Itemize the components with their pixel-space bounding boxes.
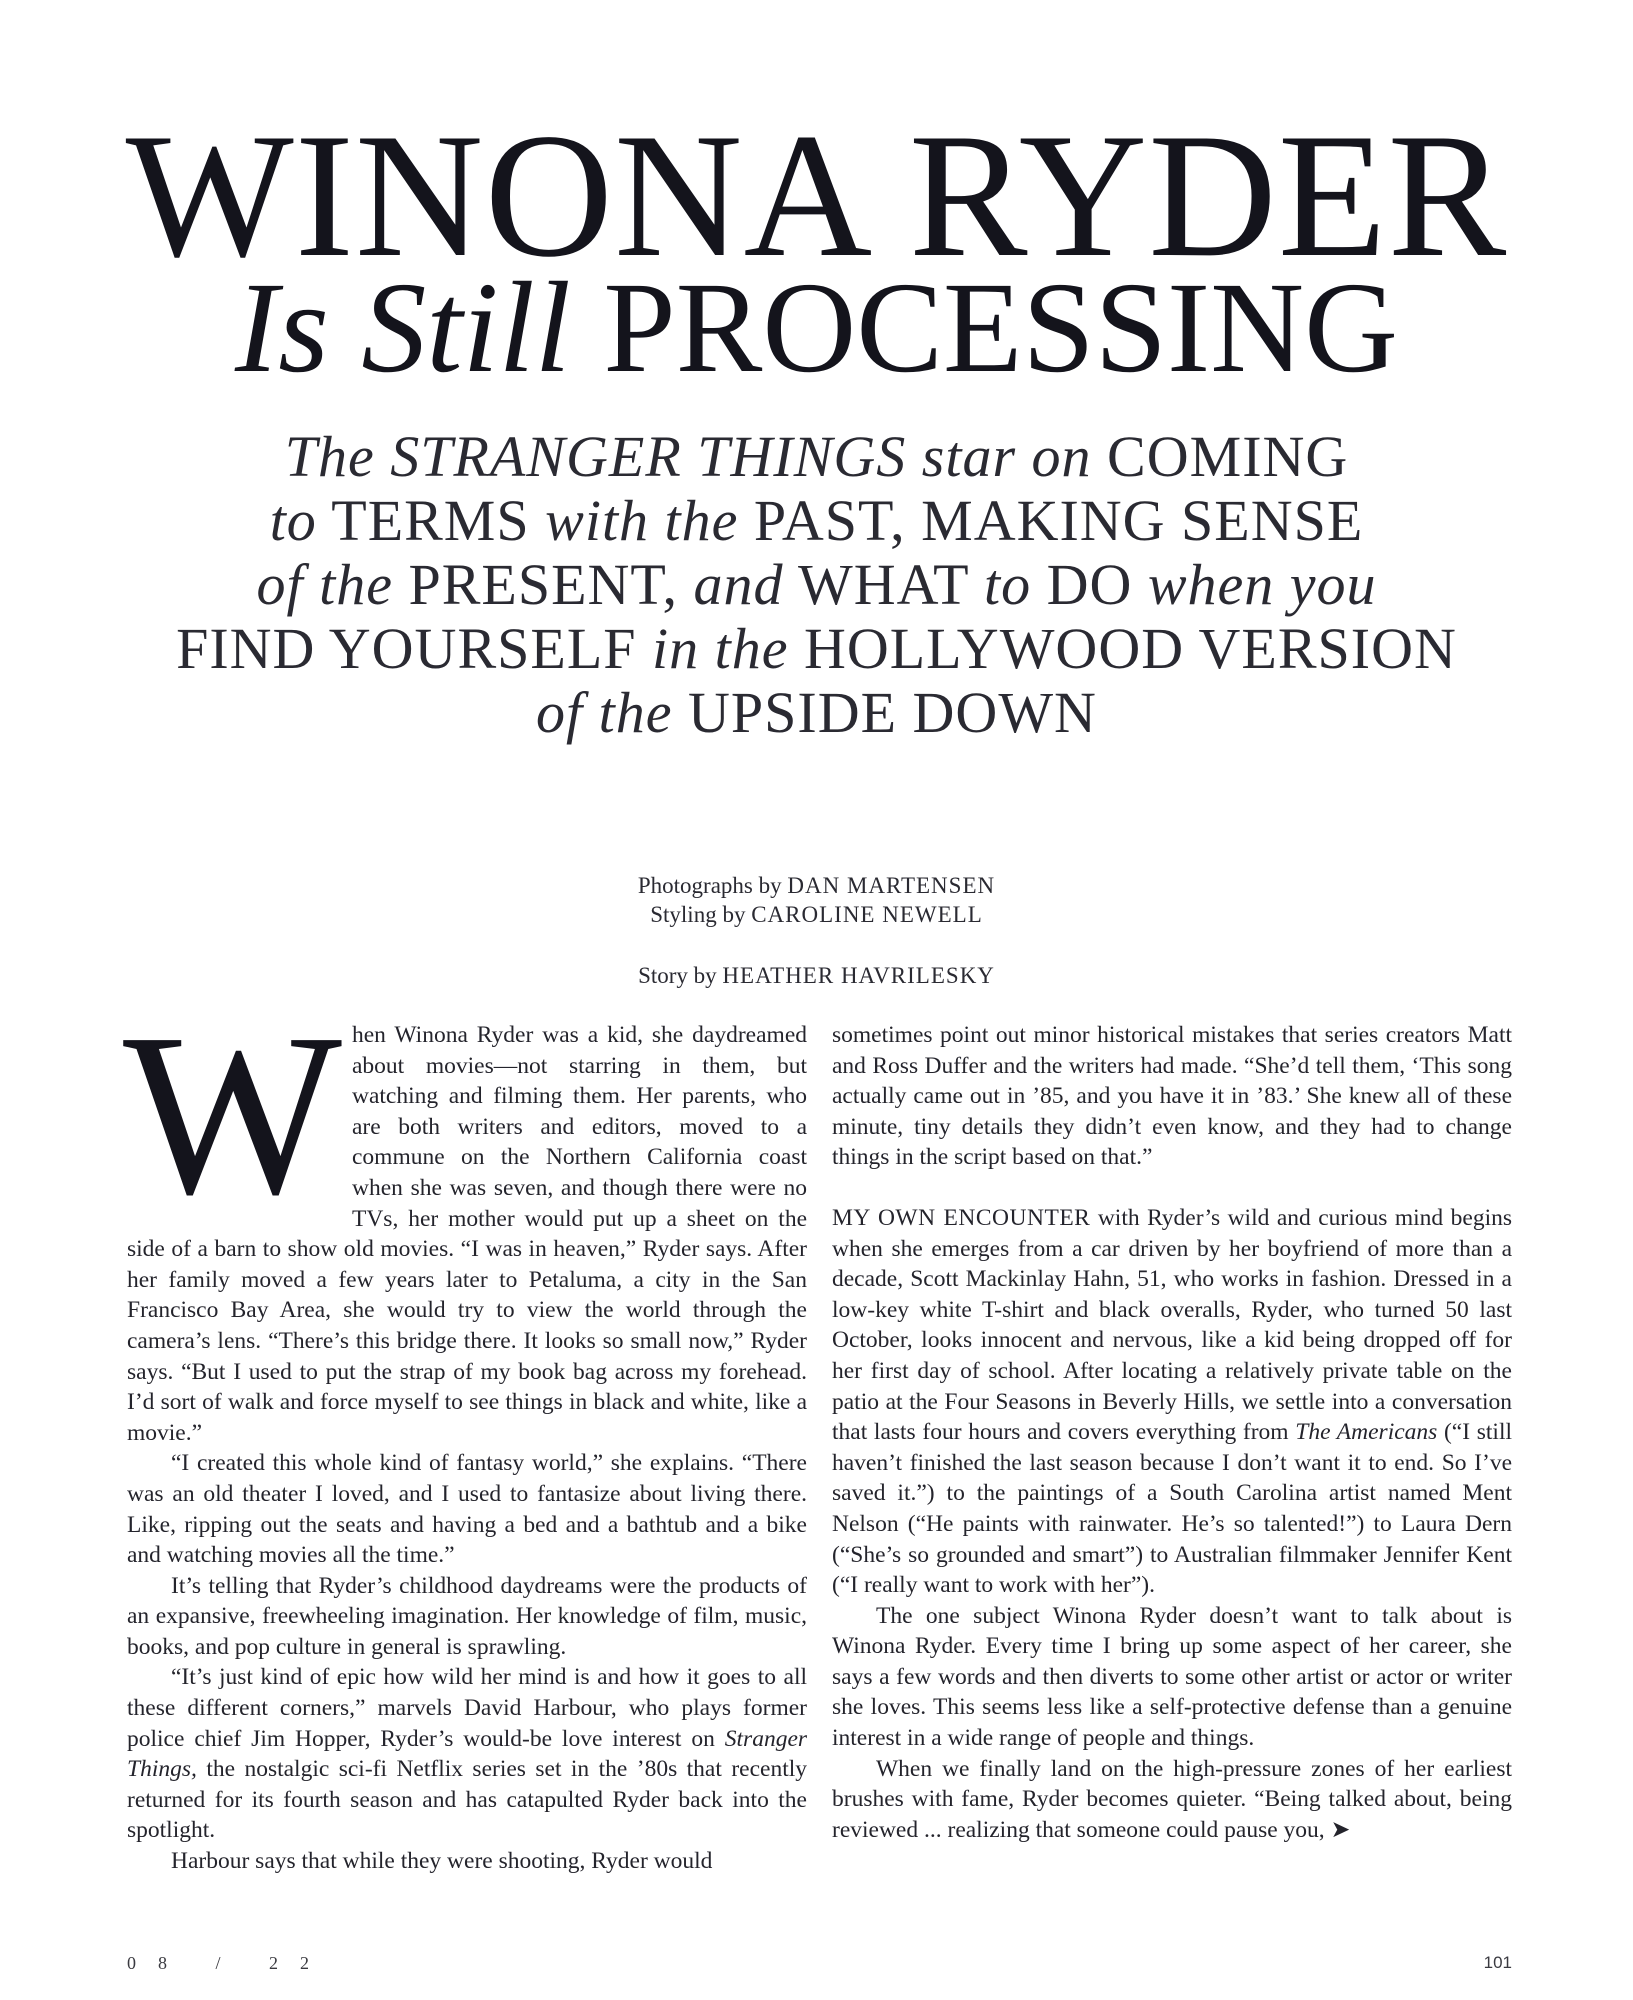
headline-caps-part: PROCESSING <box>603 256 1399 400</box>
subhead-fragment: TERMS <box>331 488 530 553</box>
article-paragraph <box>127 1662 807 1846</box>
subhead-fragment: The <box>284 424 375 489</box>
section-lead-in: MY OWN ENCOUNTER <box>832 1204 1091 1231</box>
story-credit-label: Story by <box>638 963 717 988</box>
subhead-fragment: and <box>693 552 784 617</box>
subhead-fragment: UPSIDE DOWN <box>688 680 1097 745</box>
paragraph-text: (“I still haven’t finished the last season because I don’t want it to end. So I’ve saved it.”) to the paintings of a South Carolina artist named Ment Nelson (“He paints with rainwater. He’s so talented!”) to Laura Dern (“She’s so grounded and smart”) to Australian filmmaker Jennifer Kent (“I really want to work with her”). <box>832 1419 1513 1599</box>
subheadline <box>150 425 1483 745</box>
subhead-fragment: FIND YOURSELF <box>176 616 637 681</box>
article-paragraph <box>832 1203 1512 1601</box>
subhead-fragment: to <box>983 552 1032 617</box>
article-paragraph <box>123 986 807 1448</box>
show-title: Stranger Things, <box>127 1725 808 1783</box>
paragraph-text: When we finally land on the high-pressure zones of her earliest brushes with fame, Ryder becomes quieter. “Being talked about, being reviewed ... realizing that someone could pause you, <box>832 1755 1512 1843</box>
subhead-fragment: to <box>269 488 317 553</box>
photographer-name: DAN MARTENSEN <box>787 873 996 898</box>
drop-cap: W <box>123 986 342 1243</box>
article-column-left <box>123 986 808 1877</box>
paragraph-text: the nostalgic sci-fi Netflix series set in the ’80s that recently returned for its fourth season and has catapulted Ryder back into the spotlight. <box>127 1756 808 1844</box>
styling-credit <box>0 902 1633 928</box>
continue-arrow-icon: ➤ <box>1330 1816 1351 1843</box>
subhead-fragment: WHAT <box>797 552 969 617</box>
headline-italic-part: Is Still <box>234 256 571 400</box>
article-paragraph: sometimes point out minor historical mistakes that series creators Matt and Ross Duffer and the writers had made. “She’d tell them, ‘This song actually came out in ’85, and you have it in ’83.’ She knew all of these minute, tiny details they didn’t even know, and they had to change things in the script based on that.” <box>832 1022 1512 1171</box>
photo-credit-label: Photographs by <box>637 873 782 898</box>
styling-credit-label: Styling by <box>650 902 746 927</box>
subhead-fragment: DO <box>1046 552 1133 617</box>
subhead-fragment: COMING <box>1107 424 1349 489</box>
article-paragraph: “I created this whole kind of fantasy world,” she explains. “There was an old theater I loved, and I used to fantasize about living there. Like, ripping out the seats and having a bed and a bathtub and a bike and watching movies all the time.” <box>127 1450 807 1569</box>
stylist-name: CAROLINE NEWELL <box>751 902 983 927</box>
headline-line-1: WINONA RYDER <box>125 96 1508 294</box>
subhead-fragment: of the <box>256 552 393 617</box>
subhead-fragment: STRANGER THINGS <box>390 424 907 489</box>
subhead-fragment: in the <box>652 616 789 681</box>
subhead-fragment: with the <box>545 488 739 553</box>
article-column-right <box>832 1020 1512 1845</box>
article-paragraph <box>832 1754 1512 1846</box>
subhead-fragment: star on <box>921 424 1092 489</box>
paragraph-text: hen Winona Ryder was a kid, she daydreamed about movies—not starring in them, but watching and filming them. Her parents, who are both writers and editors, moved to a commune on the Northern California coast when she was seven, and though there were no TVs, her mother would put up a sheet on the side of a barn to show old movies. “I was in heaven,” Ryder says. After her family moved a few years later to Petaluma, a city in the San Francisco Bay Area, she would try to view the world through the camera’s lens. “There’s this bridge there. It looks so small now,” Ryder says. “But I used to put the strap of my book bag across my forehead. I’d sort of walk and force myself to see things in black and white, like a movie.” <box>127 1022 807 1446</box>
article-paragraph: The one subject Winona Ryder doesn’t want to talk about is Winona Ryder. Every time I bring up some aspect of her career, she says a few words and then diverts to some other artist or actor or writer she loves. This seems less like a self-protective defense than a genuine interest in a wide range of people and things. <box>832 1602 1512 1752</box>
show-title: The Americans <box>1295 1419 1438 1446</box>
author-name: HEATHER HAVRILESKY <box>722 963 995 988</box>
subhead-fragment: of the <box>536 680 673 745</box>
article-paragraph: Harbour says that while they were shooting, Ryder would <box>171 1848 713 1875</box>
subhead-fragment: PRESENT, <box>408 552 679 617</box>
subhead-fragment: when you <box>1147 552 1377 617</box>
headline-line-2 <box>0 258 1633 398</box>
subhead-fragment: PAST, MAKING SENSE <box>753 488 1364 553</box>
photo-credit <box>0 873 1633 899</box>
issue-date: 08 / 22 <box>127 1953 332 1973</box>
page-number: 101 <box>1483 1953 1512 1972</box>
article-paragraph: It’s telling that Ryder’s childhood daydreams were the products of an expansive, freewheeling imagination. Her knowledge of film, music, books, and pop culture in general is sprawling. <box>127 1572 807 1660</box>
paragraph-text: with Ryder’s wild and curious mind begins when she emerges from a car driven by her boyfriend of more than a decade, Scott Mackinlay Hahn, 51, who works in fashion. Dressed in a low-key white T-shirt and black overalls, Ryder, who turned 50 last October, looks innocent and nervous, like a kid being dropped off for her first day of school. After locating a relatively private table on the patio at the Four Seasons in Beverly Hills, we settle into a conversation that lasts four hours and covers everything from <box>832 1204 1512 1446</box>
subhead-fragment: HOLLYWOOD VERSION <box>803 616 1457 681</box>
paragraph-text: “It’s just kind of epic how wild her mind is and how it goes to all these different corners,” marvels David Harbour, who plays former police chief Jim Hopper, Ryder’s would-be love interest on <box>127 1664 807 1752</box>
